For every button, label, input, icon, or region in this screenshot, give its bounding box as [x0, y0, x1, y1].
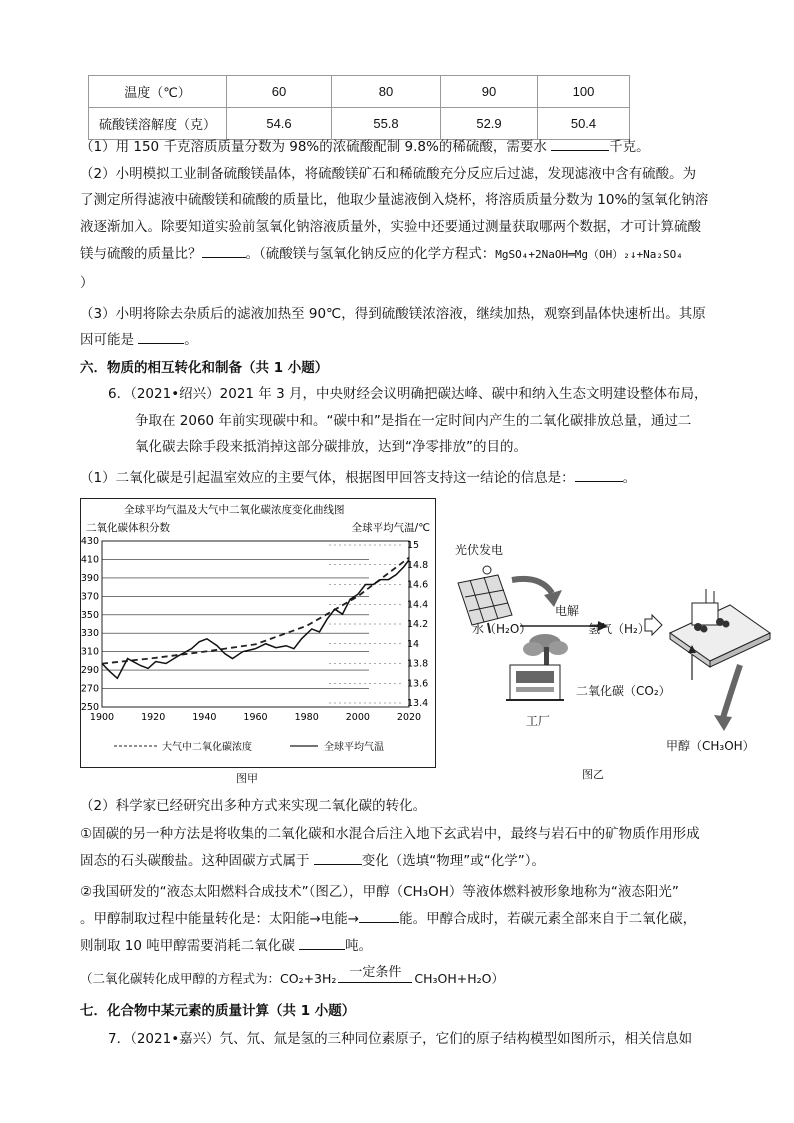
table-row [89, 108, 630, 140]
chart-title: 全球平均气温及大气中二氧化碳浓度变化曲线图 [124, 504, 345, 516]
temperature-series-line [102, 560, 409, 679]
y2-tick-label: 13.6 [407, 678, 429, 690]
q6-c1-line2: 固态的石头碳酸盐。这种固碳方式属于 变化（选填“物理”或“化学”）。 [80, 853, 546, 869]
y-tick-label: 330 [80, 628, 99, 640]
legend-temp-label: 全球平均气温 [324, 742, 384, 753]
x-tick-label: 1900 [89, 712, 115, 723]
liquid-sunshine-diagram [440, 535, 780, 765]
legend-co2-label: 大气中二氧化碳浓度 [162, 742, 252, 753]
q6-c1-line1: ①固碳的另一种方法是将收集的二氧化碳和水混合后注入地下玄武岩中，最终与岩石中的矿物质作用形成 [80, 826, 700, 842]
label-solar: 光伏发电 [455, 543, 504, 557]
plot-area [102, 541, 409, 707]
table-header-cell: 100 [538, 76, 630, 108]
figure-jia-caption: 图甲 [236, 772, 258, 785]
reactor-icon [670, 589, 770, 667]
x-tick-label: 1920 [141, 712, 166, 723]
q6-c2-line2: 。甲醇制取过程中能量转化是：太阳能→电能→ 能。甲醇合成时，若碳元素全部来自于二氧化碳， [80, 911, 697, 927]
q6-c2-line3: 则制取 10 吨甲醇需要消耗二氧化碳 吨。 [80, 938, 373, 954]
methanol-arrow [722, 665, 740, 721]
solubility-table [88, 75, 630, 140]
q6-part2: （2）科学家已经研究出多种方式来实现二氧化碳的转化。 [80, 798, 427, 814]
label-water: 水（H₂O） [472, 622, 532, 636]
x-tick-label: 2000 [345, 712, 370, 723]
section-heading: 七．化合物中某元素的质量计算（共 1 小题） [80, 1003, 356, 1019]
answer-blank[interactable] [575, 469, 623, 482]
y2-tick-label: 14.4 [407, 599, 429, 611]
y2-tick-label: 14.2 [407, 619, 429, 630]
q6-line3: 氧化碳去除手段来抵消掉这部分碳排放，达到“净零排放”的目的。 [135, 439, 527, 455]
label-factory: 工厂 [526, 714, 551, 728]
q5-part2-line5: ） [80, 275, 94, 291]
q5-part2-line3: 液逐渐加入。除要知道实验前氢氧化钠溶液质量外，实验中还要通过测量获取哪两个数据，才可计算硫酸 [80, 219, 701, 235]
section-heading: 六．物质的相互转化和制备（共 1 小题） [80, 360, 329, 376]
y-tick-label: 370 [80, 591, 99, 603]
table-cell: 54.6 [227, 108, 332, 140]
y-tick-label: 290 [80, 665, 99, 677]
chemical-equation: MgSO₄+2NaOH═Mg（OH）₂↓+Na₂SO₄ [495, 248, 683, 261]
table-cell: 52.9 [441, 108, 538, 140]
chart-y2-axis-label: 全球平均气温/℃ [351, 522, 430, 534]
answer-blank[interactable] [551, 138, 609, 151]
y2-tick-label: 13.4 [407, 698, 429, 709]
answer-blank[interactable] [299, 937, 345, 950]
q6-line1: 6．（2021•绍兴）2021 年 3 月，中央财经会议明确把碳达峰、碳中和纳入生态文明建设整体布局， [108, 386, 708, 402]
q6-c2-line1: ②我国研发的“液态太阳燃料合成技术”（图乙），甲醇（CH₃OH）等液体燃料被形象地称为“液态阳光” [80, 884, 679, 900]
energy-arrow [512, 579, 552, 593]
y-tick-label: 350 [80, 609, 99, 621]
x-tick-label: 1960 [243, 712, 268, 723]
answer-blank[interactable] [138, 331, 184, 344]
label-electrolysis: 电解 [555, 604, 580, 618]
methanol-equation: （二氧化碳转化成甲醇的方程式为：CO₂+3H₂ 一定条件 CH₃OH+H₂O） [80, 965, 505, 986]
co2-series-line [102, 558, 409, 664]
y-tick-label: 310 [80, 646, 99, 658]
y2-tick-label: 14 [407, 638, 420, 650]
y2-tick-label: 14.6 [407, 579, 429, 591]
q6-part1: （1）二氧化碳是引起温室效应的主要气体，根据图甲回答支持这一结论的信息是： 。 [80, 470, 637, 486]
table-row [89, 76, 630, 108]
label-co2: 二氧化碳（CO₂） [576, 684, 671, 698]
table-header-cell: 80 [332, 76, 441, 108]
table-cell: 硫酸镁溶解度（克） [89, 108, 227, 140]
answer-blank[interactable] [314, 852, 362, 865]
q5-part1: （1）用 150 千克溶质质量分数为 98%的浓硫酸配制 9.8%的稀硫酸，需要水 千克。 [80, 139, 650, 155]
table-cell: 50.4 [538, 108, 630, 140]
y2-tick-label: 13.8 [407, 658, 429, 670]
q7-line1: 7．（2021•嘉兴）氕、氘、氚是氢的三种同位素原子，它们的原子结构模型如图所示，相关信息如 [108, 1031, 693, 1047]
y-tick-label: 270 [80, 683, 99, 695]
y-tick-label: 390 [80, 572, 99, 584]
y2-tick-label: 15 [407, 540, 420, 551]
q5-part3-line1: （3）小明将除去杂质后的滤液加热至 90℃，得到硫酸镁浓溶液，继续加热，观察到晶体快速析出。其原 [80, 306, 706, 322]
equation-condition: 一定条件 [349, 965, 402, 980]
label-methanol: 甲醇（CH₃OH） [666, 739, 755, 753]
table-header-cell: 温度（℃） [89, 76, 227, 108]
table-header-cell: 90 [441, 76, 538, 108]
factory-icon [506, 634, 568, 700]
q5-part2-line2: 了测定所得滤液中硫酸镁和硫酸的质量比，他取少量滤液倒入烧杯，将溶质质量分数为 10%的氢氧化钠溶 [80, 192, 709, 208]
y-tick-label: 430 [80, 536, 99, 547]
table-header-cell: 60 [227, 76, 332, 108]
answer-blank[interactable] [202, 245, 246, 258]
label-hydrogen: 氢气（H₂） [588, 622, 650, 636]
y2-tick-label: 14.8 [407, 559, 429, 571]
figure-yi-caption: 图乙 [582, 768, 604, 781]
q5-part2-line1: （2）小明模拟工业制备硫酸镁晶体，将硫酸镁矿石和稀硫酸充分反应后过滤，发现滤液中含有硫酸。为 [80, 166, 697, 182]
temperature-co2-chart [80, 498, 436, 768]
y-tick-label: 250 [80, 702, 99, 713]
q5-part3-line2: 因可能是 。 [80, 332, 198, 348]
answer-blank[interactable] [359, 910, 399, 923]
arrow-head-icon [714, 715, 732, 731]
q5-part2-line4: 镁与硫酸的质量比？ 。（硫酸镁与氢氧化钠反应的化学方程式：MgSO₄+2NaOH═Mg（OH）₂↓+Na₂SO₄ [80, 246, 683, 262]
sun-icon [483, 566, 491, 574]
y-tick-label: 410 [80, 554, 99, 566]
table-cell: 55.8 [332, 108, 441, 140]
chart-y-axis-label: 二氧化碳体积分数 [86, 522, 170, 534]
x-tick-label: 1980 [294, 712, 319, 723]
x-tick-label: 1940 [192, 712, 217, 723]
x-tick-label: 2020 [396, 712, 422, 723]
q6-line2: 争取在 2060 年前实现碳中和。“碳中和”是指在一定时间内产生的二氧化碳排放总量，通过二 [135, 413, 692, 429]
